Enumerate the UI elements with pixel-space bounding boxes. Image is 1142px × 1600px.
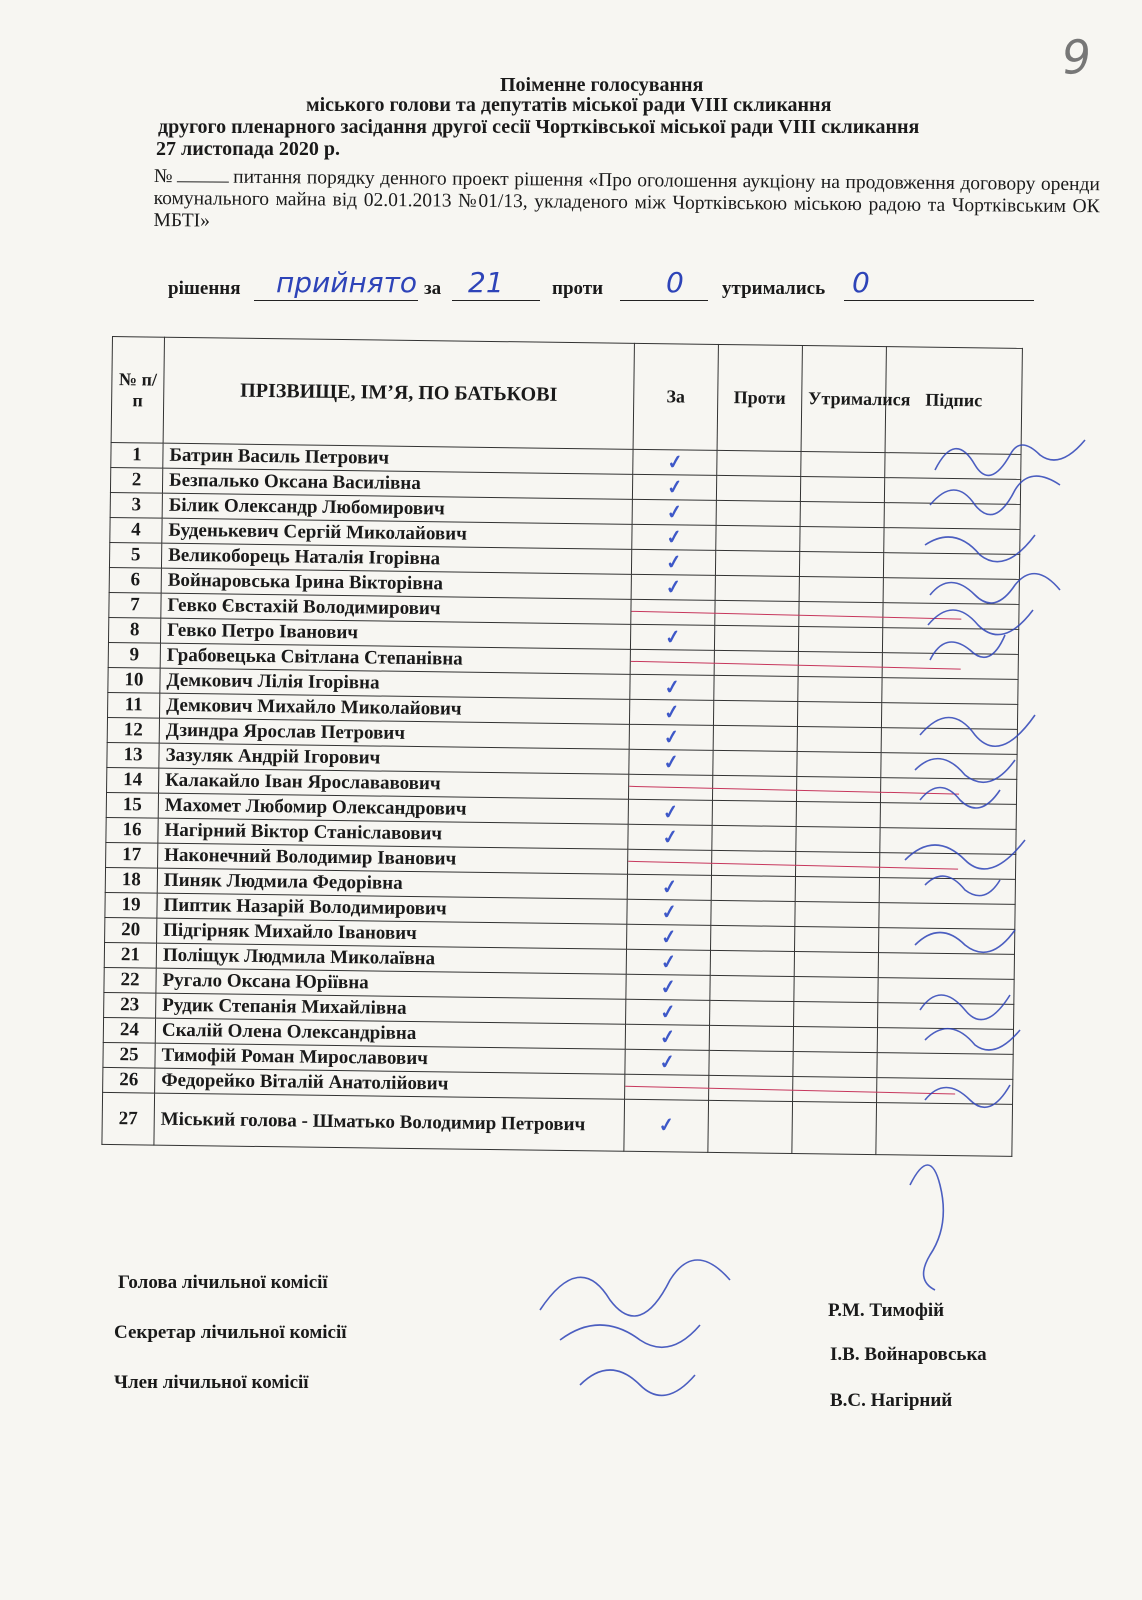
row-vote-abstained <box>792 1101 877 1154</box>
row-number: 13 <box>107 742 159 768</box>
row-vote-abstained <box>799 577 883 603</box>
table-row <box>102 1092 1013 1156</box>
for-value: 21 <box>468 266 504 299</box>
agenda-text: питання порядку денного проект рішення «Про оголошення аукціону на продовження договору оренди комунального майна від 02.01.2013 №01/13, укладеного між Чортківською міською радою та Чортківським ОК МБТІ» <box>153 166 1100 232</box>
row-vote-abstained <box>793 1026 877 1052</box>
row-name: Наконечний Володимир Іванович <box>158 843 628 874</box>
row-name: Нагірний Віктор Станіславович <box>158 818 628 849</box>
row-vote-for <box>633 449 717 475</box>
abstained-value: 0 <box>852 266 870 299</box>
row-vote-for <box>626 974 710 1000</box>
agenda-number-blank <box>177 181 229 182</box>
against-label: проти <box>552 278 604 299</box>
vote-rows <box>102 442 1021 1156</box>
row-name: Безпалько Оксана Василівна <box>162 468 632 499</box>
row-number: 10 <box>108 667 160 693</box>
row-signature <box>883 553 1019 580</box>
agenda-prefix: № <box>153 166 174 188</box>
row-number: 7 <box>109 592 161 618</box>
row-signature <box>880 778 1016 805</box>
row-vote-abstained <box>800 477 884 503</box>
row-name: Грабовецька Світлана Степанівна <box>160 643 630 674</box>
title: Поіменне голосування <box>500 74 704 96</box>
row-vote-against <box>711 875 795 901</box>
session-line: другого пленарного засідання другої сесії Чортківської міської ради VIII скликання <box>158 116 920 138</box>
checkmark: ✓ <box>665 450 685 474</box>
row-name: Буденькевич Сергій Миколайович <box>162 518 632 549</box>
decision-label: рішення <box>168 278 241 299</box>
row-signature <box>879 878 1015 905</box>
row-name: Підгірняк Михайло Іванович <box>157 918 627 949</box>
row-signature <box>877 1053 1013 1080</box>
row-number: 25 <box>103 1042 155 1068</box>
row-signature <box>883 603 1019 630</box>
row-signature <box>878 928 1014 955</box>
checkmark: ✓ <box>656 1113 676 1137</box>
row-number: 14 <box>107 767 159 793</box>
row-number: 6 <box>109 567 161 593</box>
vote-result <box>168 266 1058 310</box>
row-vote-abstained <box>794 976 878 1002</box>
row-name: Войнаровська Ірина Вікторівна <box>161 568 631 599</box>
vote-table-container <box>101 336 1038 1208</box>
row-vote-abstained <box>797 702 881 728</box>
header-num: № п/п <box>111 337 164 444</box>
abstained-line <box>844 300 1034 301</box>
row-vote-against <box>710 950 794 976</box>
page-number: 9 <box>1060 29 1094 85</box>
row-number: 17 <box>106 842 158 868</box>
row-vote-for <box>630 624 714 650</box>
row-vote-for <box>626 949 710 975</box>
row-signature <box>878 953 1014 980</box>
row-vote-for <box>627 849 711 875</box>
decision-value: прийнято <box>276 266 418 299</box>
row-number: 15 <box>106 792 158 818</box>
row-signature <box>884 528 1020 555</box>
row-number: 12 <box>107 717 159 743</box>
committee-secretary-name: І.В. Войнаровська <box>830 1344 987 1365</box>
for-label: за <box>424 278 442 299</box>
row-signature <box>882 678 1018 705</box>
row-name: Пиптик Назарій Володимирович <box>157 893 627 924</box>
row-vote-against <box>710 975 794 1001</box>
row-name: Демкович Михайло Миколайович <box>160 693 630 724</box>
checkmark: ✓ <box>659 900 679 924</box>
checkmark: ✓ <box>662 700 681 724</box>
row-vote-abstained <box>797 727 881 753</box>
header-for: За <box>633 343 718 450</box>
row-signature <box>880 828 1016 855</box>
row-name: Батрин Василь Петрович <box>163 443 633 474</box>
row-vote-abstained <box>799 552 883 578</box>
row-number: 9 <box>108 642 160 668</box>
row-signature <box>881 703 1017 730</box>
row-vote-against <box>709 1050 793 1076</box>
row-vote-for <box>629 724 713 750</box>
row-number: 1 <box>111 442 163 468</box>
subtitle: міського голови та депутатів міської ради VIII скликання <box>306 94 832 116</box>
checkmark: ✓ <box>662 725 681 749</box>
row-vote-against <box>708 1100 793 1153</box>
checkmark: ✓ <box>662 675 682 699</box>
row-signature <box>876 1103 1013 1157</box>
row-name: Демкович Лілія Ігорівна <box>160 668 630 699</box>
row-vote-for <box>628 799 712 825</box>
row-vote-abstained <box>797 752 881 778</box>
row-vote-for <box>632 524 716 550</box>
row-vote-against <box>713 750 797 776</box>
checkmark: ✓ <box>660 875 679 899</box>
row-vote-for <box>624 1099 709 1152</box>
row-number: 18 <box>105 867 157 893</box>
row-signature <box>884 478 1020 505</box>
row-number: 8 <box>108 617 160 643</box>
row-vote-for <box>628 824 712 850</box>
row-vote-for <box>628 774 712 800</box>
row-vote-against <box>716 500 800 526</box>
decision-line <box>254 300 418 301</box>
row-number: 26 <box>103 1067 155 1093</box>
checkmark: ✓ <box>659 925 678 949</box>
row-vote-abstained <box>794 951 878 977</box>
row-name: Великоборець Наталія Ігорівна <box>161 543 631 574</box>
row-vote-for <box>626 999 710 1025</box>
against-value: 0 <box>666 266 684 299</box>
row-vote-against <box>713 725 797 751</box>
row-vote-for <box>630 674 714 700</box>
date-line: 27 листопада 2020 р. <box>156 138 340 160</box>
row-vote-against <box>715 550 799 576</box>
row-number: 3 <box>110 492 162 518</box>
row-signature <box>877 1078 1013 1105</box>
row-vote-against <box>711 925 795 951</box>
row-vote-for <box>631 549 715 575</box>
row-vote-for <box>629 749 713 775</box>
row-signature <box>879 853 1015 880</box>
row-number: 4 <box>110 517 162 543</box>
row-number: 22 <box>104 967 156 993</box>
row-vote-for <box>632 499 716 525</box>
row-name: Федорейко Віталій Анатолійович <box>155 1068 625 1099</box>
row-number: 24 <box>103 1017 155 1043</box>
row-vote-for <box>629 699 713 725</box>
row-signature <box>878 978 1014 1005</box>
checkmark: ✓ <box>658 1025 677 1049</box>
row-vote-for <box>625 1074 709 1100</box>
row-signature <box>883 578 1019 605</box>
row-name: Ругало Оксана Юріївна <box>156 968 626 999</box>
committee-chair-role: Голова лічильної комісії <box>118 1272 328 1293</box>
row-vote-abstained <box>795 901 879 927</box>
row-number: 21 <box>104 942 156 968</box>
row-vote-abstained <box>795 876 879 902</box>
row-vote-against <box>717 450 801 476</box>
row-signature <box>882 628 1018 655</box>
row-signature <box>877 1028 1013 1055</box>
committee-secretary-role: Секретар лічильної комісії <box>114 1322 347 1343</box>
row-vote-for <box>627 874 711 900</box>
row-number: 2 <box>110 467 162 493</box>
row-name: Гевко Євстахій Володимирович <box>161 593 631 624</box>
row-name: Калакайло Іван Ярослававович <box>159 768 629 799</box>
row-name: Міський голова - Шматько Володимир Петрович <box>154 1093 625 1151</box>
row-signature <box>879 903 1015 930</box>
row-vote-for <box>631 599 715 625</box>
row-number: 27 <box>102 1092 155 1145</box>
row-number: 23 <box>104 992 156 1018</box>
row-vote-for <box>631 574 715 600</box>
committee-chair-name: Р.М. Тимофій <box>828 1300 945 1321</box>
row-vote-against <box>713 700 797 726</box>
row-vote-abstained <box>793 1051 877 1077</box>
header-signature: Підпис <box>885 347 1022 455</box>
row-vote-abstained <box>800 527 884 553</box>
row-vote-for <box>627 899 711 925</box>
row-name: Рудик Степанія Михайлівна <box>156 993 626 1024</box>
row-name: Білик Олександр Любомирович <box>162 493 632 524</box>
checkmark: ✓ <box>664 525 684 549</box>
row-vote-against <box>716 475 800 501</box>
row-name: Скалій Олена Олександрівна <box>155 1018 625 1049</box>
checkmark: ✓ <box>665 475 684 499</box>
row-number: 16 <box>106 817 158 843</box>
checkmark: ✓ <box>663 625 682 649</box>
checkmark: ✓ <box>661 800 680 824</box>
row-name: Гевко Петро Іванович <box>160 618 630 649</box>
agenda-item <box>153 166 1100 240</box>
checkmark: ✓ <box>658 975 678 999</box>
row-signature <box>884 503 1020 530</box>
row-signature <box>885 453 1021 480</box>
row-signature <box>881 728 1017 755</box>
row-number: 19 <box>105 892 157 918</box>
checkmark: ✓ <box>665 500 684 524</box>
row-vote-against <box>715 575 799 601</box>
row-vote-for <box>632 474 716 500</box>
row-vote-against <box>712 800 796 826</box>
committee-member-name: В.С. Нагірний <box>830 1390 953 1411</box>
checkmark: ✓ <box>664 575 683 599</box>
row-number: 5 <box>109 542 161 568</box>
checkmark: ✓ <box>661 750 681 774</box>
header-name: ПРІЗВИЩЕ, ІМ’Я, ПО БАТЬКОВІ <box>163 337 634 449</box>
row-vote-against <box>709 1025 793 1051</box>
row-vote-abstained <box>796 801 880 827</box>
row-name: Пиняк Людмила Федорівна <box>157 868 627 899</box>
row-vote-against <box>710 1000 794 1026</box>
row-name: Дзиндра Ярослав Петрович <box>159 718 629 749</box>
against-line <box>620 300 708 301</box>
checkmark: ✓ <box>664 550 683 574</box>
row-name: Махомет Любомир Олександрович <box>158 793 628 824</box>
row-vote-against <box>714 625 798 651</box>
row-vote-abstained <box>798 677 882 703</box>
header-abstained: Утрималися <box>801 346 886 453</box>
header-against: Проти <box>717 344 802 451</box>
committee-member-role: Член лічильної комісії <box>114 1372 309 1393</box>
row-vote-against <box>716 525 800 551</box>
checkmark: ✓ <box>657 1050 677 1074</box>
row-name: Зазуляк Андрій Ігорович <box>159 743 629 774</box>
row-vote-against <box>714 675 798 701</box>
row-vote-for <box>630 649 714 675</box>
row-name: Поліщук Людмила Миколаївна <box>156 943 626 974</box>
row-vote-for <box>627 924 711 950</box>
vote-table <box>101 336 1023 1157</box>
checkmark: ✓ <box>659 950 678 974</box>
row-name: Тимофій Роман Мирославович <box>155 1043 625 1074</box>
row-vote-against <box>712 825 796 851</box>
row-vote-abstained <box>794 1001 878 1027</box>
checkmark: ✓ <box>658 1000 677 1024</box>
row-vote-abstained <box>800 502 884 528</box>
row-number: 20 <box>105 917 157 943</box>
row-signature <box>881 753 1017 780</box>
row-vote-for <box>625 1049 709 1075</box>
row-vote-for <box>625 1024 709 1050</box>
row-vote-abstained <box>801 452 885 478</box>
row-vote-abstained <box>798 627 882 653</box>
row-number: 11 <box>108 692 160 718</box>
for-line <box>452 300 540 301</box>
checkmark: ✓ <box>660 825 680 849</box>
row-signature <box>882 653 1018 680</box>
row-signature <box>878 1003 1014 1030</box>
row-vote-against <box>711 900 795 926</box>
row-vote-abstained <box>795 926 879 952</box>
abstained-label: утримались <box>722 278 826 299</box>
row-vote-abstained <box>796 826 880 852</box>
row-signature <box>880 803 1016 830</box>
